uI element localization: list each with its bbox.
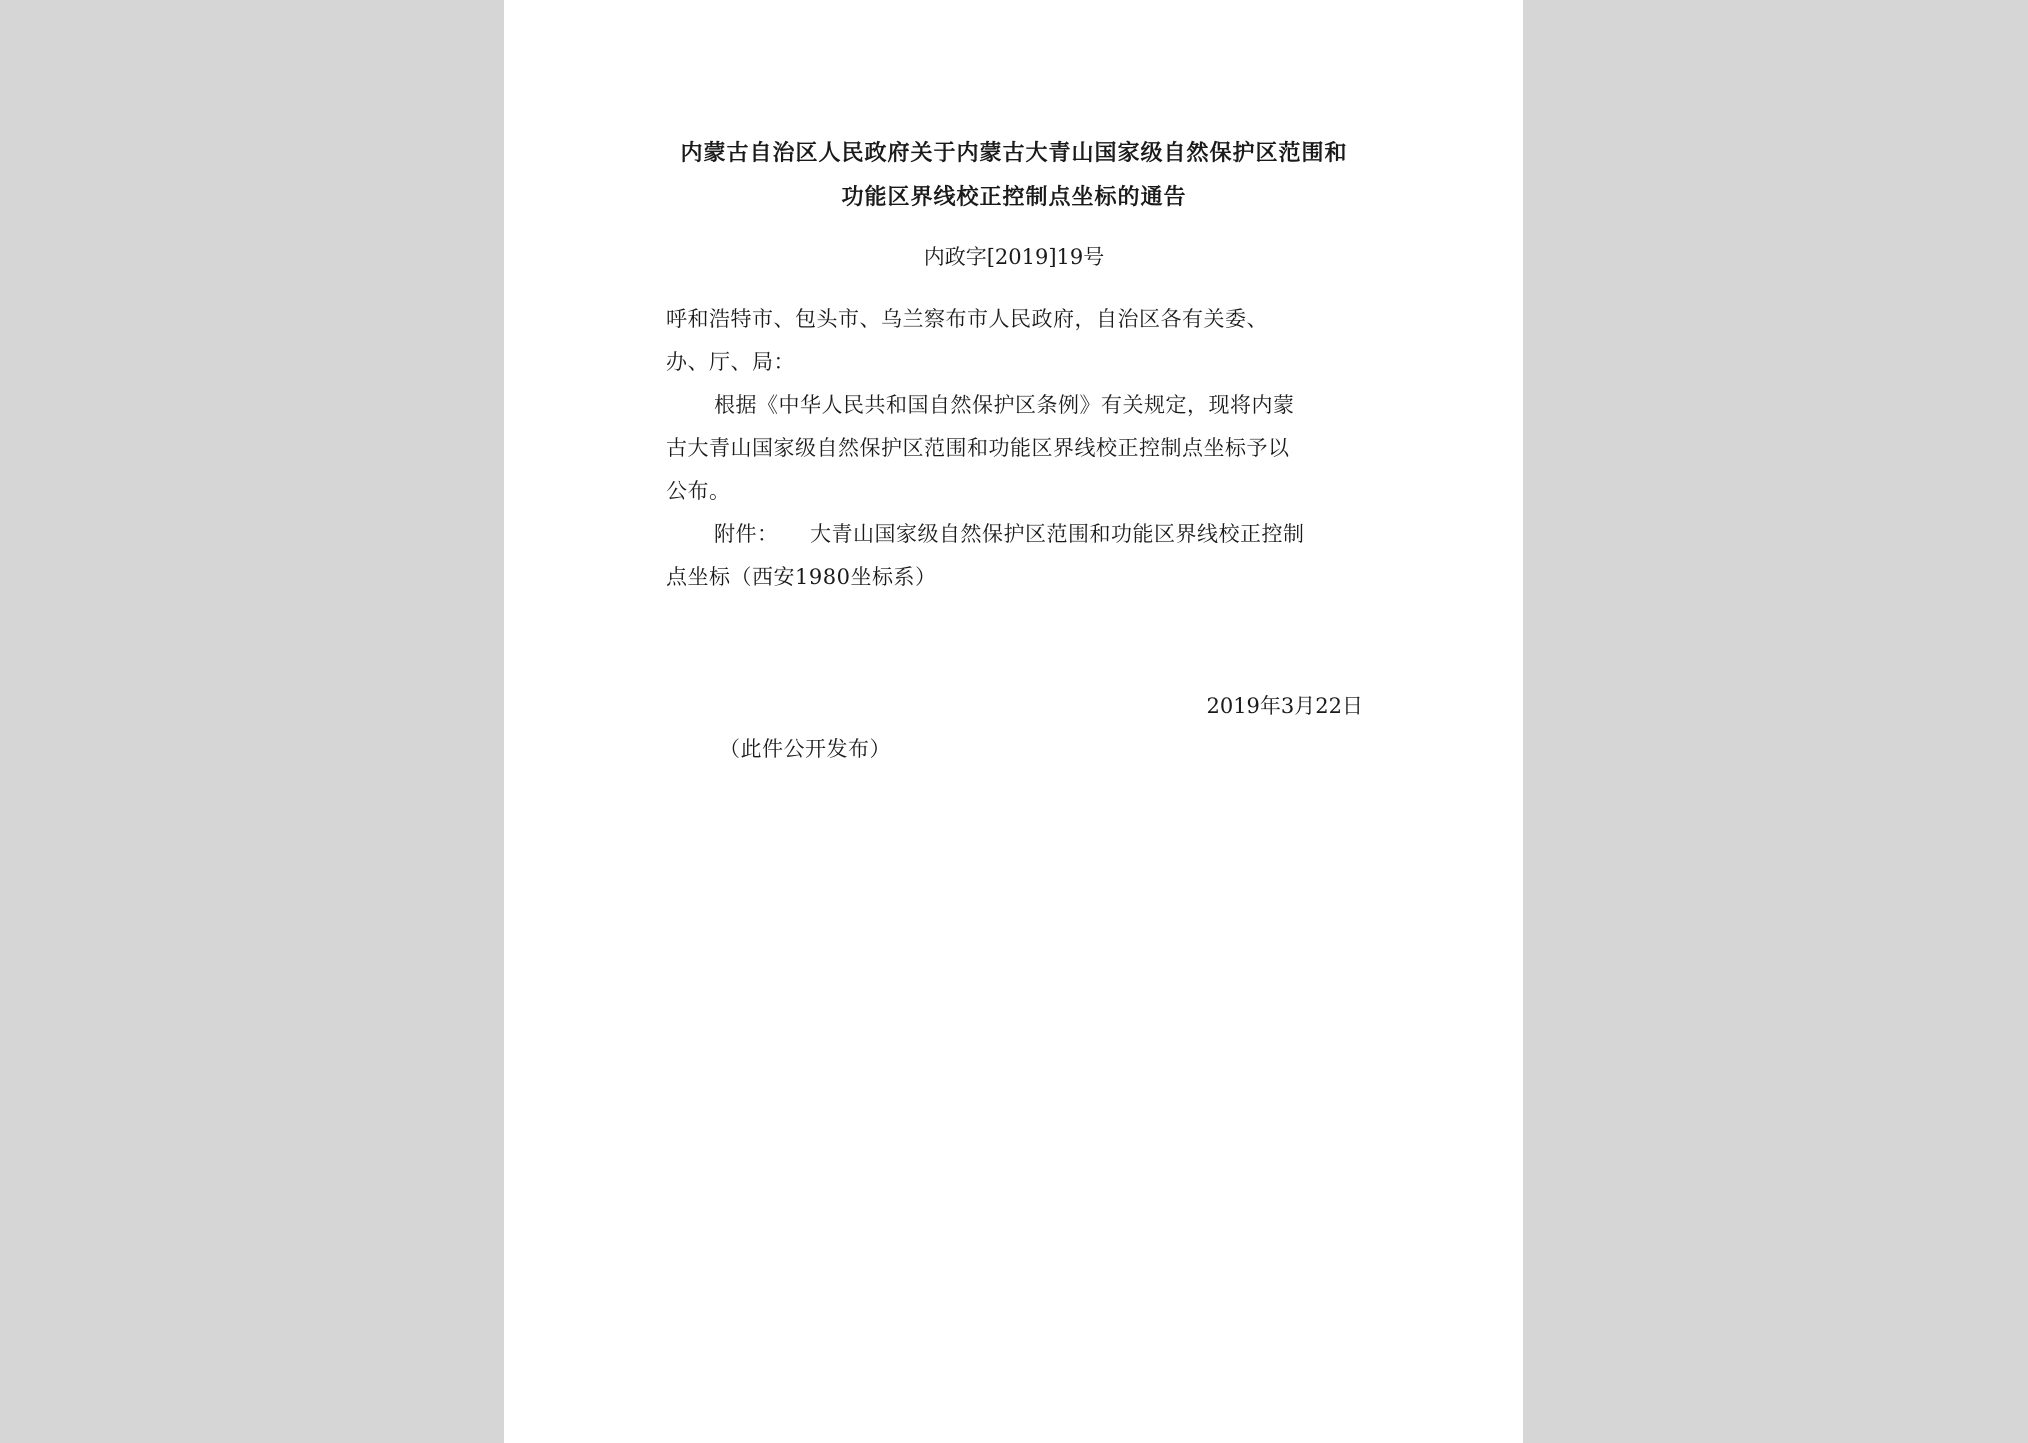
body-line-2: 古大青山国家级自然保护区范围和功能区界线校正控制点坐标予以 [666,436,1290,460]
recipients-line-1: 呼和浩特市、包头市、乌兰察布市人民政府，自治区各有关委、 [666,307,1268,331]
publication-note: （此件公开发布） [719,737,891,761]
attachment-line-1 [714,518,1305,548]
document-title-line-2: 功能区界线校正控制点坐标的通告 [841,184,1187,210]
document-title-line-1: 内蒙古自治区人民政府关于内蒙古大青山国家级自然保护区范围和 [680,140,1348,166]
document-page [504,0,1523,1443]
body-line-1: 根据《中华人民共和国自然保护区条例》有关规定，现将内蒙 [714,393,1295,417]
body-line-3: 公布。 [666,479,731,503]
document-number: 内政字[2019]19号 [923,245,1105,269]
recipients-line-2: 办、厅、局： [666,350,795,374]
attachment-text-1: 大青山国家级自然保护区范围和功能区界线校正控制 [810,522,1305,546]
attachment-label: 附件： [714,522,779,546]
document-date: 2019年3月22日 [1206,694,1363,718]
attachment-line-2: 点坐标（西安1980坐标系） [666,565,937,589]
